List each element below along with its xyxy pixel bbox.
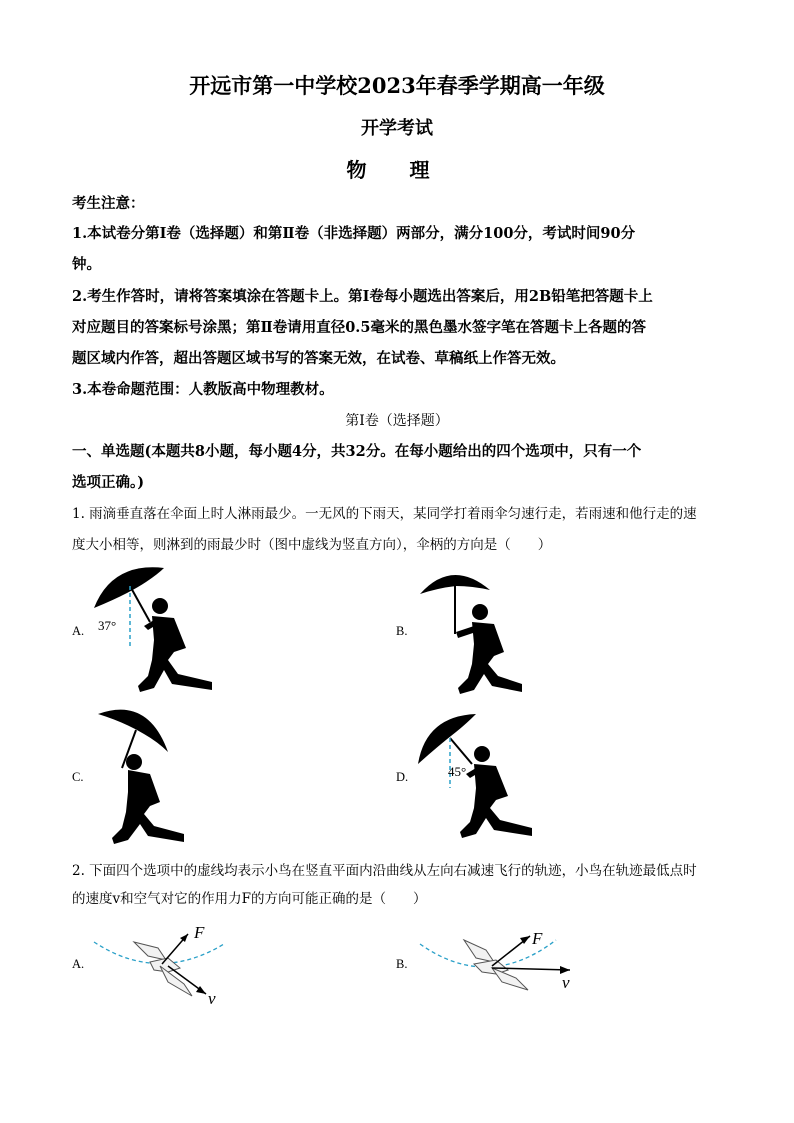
q2-option-b-figure (412, 922, 582, 1002)
notice-item2-line3: 题区域内作答，超出答题区域书写的答案无效，在试卷、草稿纸上作答无效。 (72, 350, 565, 367)
notice-heading: 考生注意： (72, 195, 145, 212)
notice-item2-line2: 对应题目的答案标号涂黑；第Ⅱ卷请用直径0.5毫米的黑色墨水签字笔在答题卡上各题的答 (72, 319, 646, 336)
q1-stem-line1: 1. 雨滴垂直落在伞面上时人淋雨最少。一无风的下雨天，某同学打着雨伞匀速行走，若雨速和他行走的速 (72, 506, 697, 522)
q2-option-a-label: A. (72, 957, 85, 971)
q1-option-a-figure (88, 560, 238, 705)
q1-option-c-label: C. (72, 770, 84, 784)
q2-option-a-figure (88, 922, 248, 1012)
notice-item2-line1: 2.考生作答时，请将答案填涂在答题卡上。第Ⅰ卷每小题选出答案后，用2B铅笔把答题卡上 (72, 288, 653, 305)
q2-stem-line2: 的速度v和空气对它的作用力F的方向可能正确的是（ ） (72, 891, 427, 907)
q1-stem-line2: 度大小相等，则淋到的雨最少时（图中虚线为竖直方向），伞柄的方向是（ ） (72, 537, 552, 553)
q2-option-b-velocity: v (562, 973, 570, 992)
exam-title: 开远市第一中学校2023年春季学期高一年级 (189, 73, 605, 98)
q2-option-b-label: B. (396, 957, 408, 971)
section-title: 第Ⅰ卷（选择题） (345, 413, 449, 429)
q1-option-d-angle: 45° (448, 764, 467, 779)
q1-option-a-angle: 37° (98, 618, 117, 633)
q2-stem-line1: 2. 下面四个选项中的虚线均表示小鸟在竖直平面内沿曲线从左向右减速飞行的轨迹，小鸟在轨迹最低点时 (72, 863, 697, 879)
q1-option-d-label: D. (396, 770, 409, 784)
section-intro-line2: 选项正确。) (72, 474, 145, 491)
q2-option-a-velocity: v (208, 989, 216, 1008)
notice-item3: 3.本卷命题范围：人教版高中物理教材。 (72, 381, 334, 398)
notice-item1-line2: 钟。 (72, 256, 101, 273)
exam-subtitle: 开学考试 (361, 118, 433, 139)
q1-option-d-figure (412, 702, 562, 847)
q1-option-a-label: A. (72, 624, 85, 638)
notice-item1-line1: 1.本试卷分第Ⅰ卷（选择题）和第Ⅱ卷（非选择题）两部分，满分100分，考试时间90分 (72, 225, 636, 242)
subject-title: 物 理 (346, 158, 448, 182)
section-intro-line1: 一、单选题(本题共8小题，每小题4分，共32分。在每小题给出的四个选项中，只有一个 (72, 443, 642, 460)
q1-option-b-figure (412, 560, 542, 705)
q2-option-b-force: F (532, 929, 543, 948)
q1-option-c-figure (88, 702, 238, 847)
q2-option-a-force: F (194, 923, 205, 942)
q1-option-b-label: B. (396, 624, 408, 638)
